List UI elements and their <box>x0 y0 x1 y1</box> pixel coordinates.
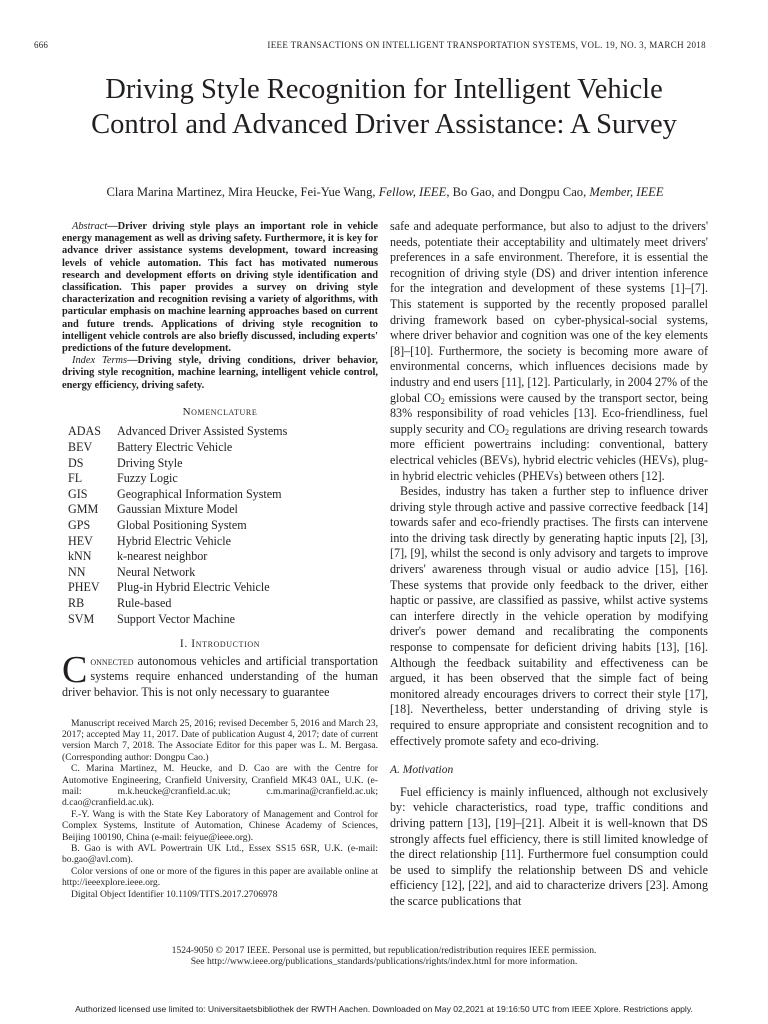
co2-subscript: 2 <box>440 396 445 406</box>
fellow-designation: Fellow, IEEE <box>378 185 447 199</box>
intro-text: autonomous vehicles and artificial transportation systems require enhanced understanding of the human driver behavior. This is not only necessary to guarantee <box>62 653 378 699</box>
abstract-text: Driver driving style plays an important role in vehicle energy management as well as driving safety. Furthermore, it is key for advance driver assistance systems development, toward increasing levels of vehicle automation. This fact has motivated numerous research and development efforts on driving style identification and classification. This paper provides a survey on driving style characterization and recognition revising a variety of algorithms, with particular emphasis on machine learning approaches based on current and future trends. Applications of driving style recognition to intelligent vehicle controls are also briefly discussed, including experts' predictions of the future development. <box>62 221 378 355</box>
index-terms <box>62 355 378 392</box>
nomenclature-def: Plug-in Hybrid Electric Vehicle <box>117 580 270 595</box>
body-text: safe and adequate performance, but also to adjust to the drivers' needs, potentiate their acceptability and ultimately meet drivers' preferences in a safe environment. Therefore, it is essential the recognition of driving style (DS) and driver intention inference for the integration and development of these systems [1]–[7]. This statement is supported by the recently proposed parallel driving framework based on cyber-physical-social systems, where driver behavior and cognition was one of the key elements [8]–[10]. Furthermore, the society is becoming more aware of environmental concerns, which influences decisions made by industry and end users [11], [12]. Particularly, in 2004 27% of the global CO <box>390 219 708 405</box>
index-terms-text: Driving style, driving conditions, driver behavior, driving style recognition, machine learning, intelligent vehicle control, energy efficiency, driving safety. <box>62 355 379 391</box>
license-notice: Authorized licensed use limited to: Universitaetsbibliothek der RWTH Aachen. Downloaded on May 02,2021 at 19:16:50 UTC from IEEE Xplore. Restrictions apply. <box>75 1004 693 1014</box>
nomenclature-abbr: GPS <box>68 518 91 532</box>
journal-header: IEEE TRANSACTIONS ON INTELLIGENT TRANSPORTATION SYSTEMS, VOL. 19, NO. 3, MARCH 2018 <box>267 40 706 50</box>
nomenclature-def: Driving Style <box>117 455 183 470</box>
nomenclature-row <box>62 502 378 518</box>
nomenclature-row <box>62 424 378 440</box>
motivation-heading: A. Motivation <box>390 764 454 777</box>
nomenclature-def: Advanced Driver Assisted Systems <box>117 424 288 439</box>
copyright-link-line: See http://www.ieee.org/publications_standards/publications/rights/index.html for more information. <box>190 956 578 968</box>
nomenclature-def: Support Vector Machine <box>117 611 236 626</box>
abstract-dash: — <box>107 221 118 232</box>
nomenclature-abbr: RB <box>68 595 85 610</box>
nomenclature-abbr: PHEV <box>68 580 100 595</box>
body-paragraph: Fuel efficiency is mainly influenced, although not exclusively by: vehicle characteristics, road type, traffic conditions and driving pattern [13], [19]–[21]. Albeit it is well-known that DS strongly affects fuel efficiency, there is still limited knowledge of the direct relationship [11]. Furthermore fuel consumption could be used to simplify the relationship between DS and vehicle efficiency [12], [22], and aid to characterize drivers [23]. Among the scarce publications that <box>390 784 708 908</box>
nomenclature-list <box>62 424 378 627</box>
left-column <box>62 221 378 900</box>
copyright-line: 1524-9050 © 2017 IEEE. Personal use is permitted, but republication/redistribution requires IEEE permission. <box>171 945 597 956</box>
nomenclature-def: Neural Network <box>117 564 196 579</box>
nomenclature-def: Fuzzy Logic <box>117 471 178 486</box>
nomenclature-row <box>62 440 378 456</box>
footnote-color-note: Color versions of one or more of the figures in this paper are available online at http://ieeexplore.ieee.org. <box>62 865 378 889</box>
nomenclature-row <box>62 518 378 534</box>
nomenclature-def: Geographical Information System <box>117 486 282 501</box>
nomenclature-row <box>62 565 378 581</box>
body-paragraph: Besides, industry has taken a further step to influence driver driving style through active and passive corrective feedback [14] towards safer and eco-friendly practises. The firsts can intervene into the driving task directly by generating haptic inputs [2], [3], [7], [9], whilst the second is only advisory and targets to improve drivers' awareness through visual or audio advice [15], [16]. These systems that provide only feedback to the driver, either haptic or passive, are classified as passive, whilst active systems can interfere directly in the vehicle operation by modifying driver's power demand and recalibrating the components response to compensate for deficient driving habits [13], [16]. Although the feedback suitability and effectiveness can be argued, it has been observed that the simple fact of being monitored already encourages drivers to correct their style [17], [18]. Nevertheless, better understanding of driving style is required to ensure appropriate and consistent recognition and to effectively promote safety and eco-driving. <box>390 484 708 748</box>
nomenclature-def: k-nearest neighbor <box>117 549 208 564</box>
nomenclature-row <box>62 487 378 503</box>
abstract <box>62 221 378 355</box>
footnotes <box>62 718 378 901</box>
nomenclature-row <box>62 534 378 550</box>
authors-part1: Clara Marina Martinez, Mira Heucke, Fei-Yue Wang, <box>106 185 376 199</box>
index-terms-label: Index Terms <box>72 355 128 367</box>
copyright-notice <box>70 945 698 968</box>
abstract-label: Abstract <box>72 221 108 232</box>
intro-smallcaps: onnected <box>90 653 134 668</box>
nomenclature-def: Rule-based <box>117 595 172 610</box>
nomenclature-abbr: HEV <box>68 533 93 548</box>
page-number: 666 <box>34 40 49 50</box>
nomenclature-def: Global Positioning System <box>117 518 247 532</box>
nomenclature-row <box>62 471 378 487</box>
intro-paragraph <box>62 648 378 701</box>
authors-part2: , Bo Gao, and Dongpu Cao, <box>446 185 587 199</box>
footnote-manuscript: Manuscript received March 25, 2016; revised December 5, 2016 and March 23, 2017; accepted May 11, 2017. Date of publication August 4, 2017; date of current version March 7, 2018. The Associate Editor for this paper was L. M. Bergasa. (Corresponding author: Dongpu Cao.) <box>62 717 378 763</box>
nomenclature-abbr: ADAS <box>68 424 101 439</box>
nomenclature-row <box>62 596 378 612</box>
introduction-heading: I. Introduction <box>179 638 261 651</box>
paper-title: Driving Style Recognition for Intelligent Vehicle Control and Advanced Driver Assistance: A Survey <box>91 74 677 140</box>
nomenclature-abbr: BEV <box>68 440 93 455</box>
nomenclature-def: Hybrid Electric Vehicle <box>117 533 231 548</box>
footnote-affiliation: C. Marina Martinez, M. Heucke, and D. Cao are with the Centre for Automotive Engineering, Cranfield University, Cranfield MK43 0AL, U.K. (e-mail: m.k.heucke@cranfield.ac.uk; c.m.marina@cranfield.ac.uk; d.cao@cranfield.ac.uk). <box>62 763 378 809</box>
nomenclature-row <box>62 549 378 565</box>
index-terms-dash: — <box>127 355 138 367</box>
nomenclature-heading: Nomenclature <box>182 405 258 418</box>
nomenclature-abbr: DS <box>68 455 84 470</box>
body-text: emissions were caused by the transport sector, being 83% responsibility of road vehicles [13]. Eco-friendliness, fuel supply security and CO <box>390 390 708 436</box>
nomenclature-abbr: kNN <box>68 549 92 564</box>
co2-subscript: 2 <box>505 427 509 437</box>
footnote-doi: Digital Object Identifier 10.1109/TITS.2017.2706978 <box>71 888 278 900</box>
nomenclature-row <box>62 612 378 628</box>
nomenclature-abbr: SVM <box>68 611 95 626</box>
nomenclature-def: Battery Electric Vehicle <box>117 440 233 455</box>
body-paragraph <box>390 219 708 484</box>
footnote-affiliation: F.-Y. Wang is with the State Key Laboratory of Management and Control for Complex Systems, Institute of Automation, Chinese Academy of Sciences, Beijing 100190, China (e-mail: feiyue@ieee.org). <box>62 808 378 843</box>
nomenclature-def: Gaussian Mixture Model <box>117 502 238 517</box>
body-text: regulations are driving research towards more efficient powertrains including: conventional, battery electrical vehicles (BEVs), hybrid electric vehicles (HEVs), plug-in hybrid electric vehicles (PHEVs) between others [12]. <box>390 421 709 483</box>
nomenclature-abbr: GIS <box>68 486 88 501</box>
nomenclature-abbr: GMM <box>68 502 99 517</box>
member-designation: Member, IEEE <box>589 185 664 199</box>
nomenclature-row <box>62 580 378 596</box>
nomenclature-row <box>62 456 378 472</box>
nomenclature-abbr: NN <box>68 564 86 579</box>
drop-cap: C <box>62 648 88 691</box>
right-column <box>390 219 708 910</box>
nomenclature-abbr: FL <box>68 471 83 486</box>
footnote-affiliation: B. Gao is with AVL Powertrain UK Ltd., Essex SS15 6SR, U.K. (e-mail: bo.gao@avl.com). <box>62 843 378 866</box>
author-list <box>40 185 730 200</box>
